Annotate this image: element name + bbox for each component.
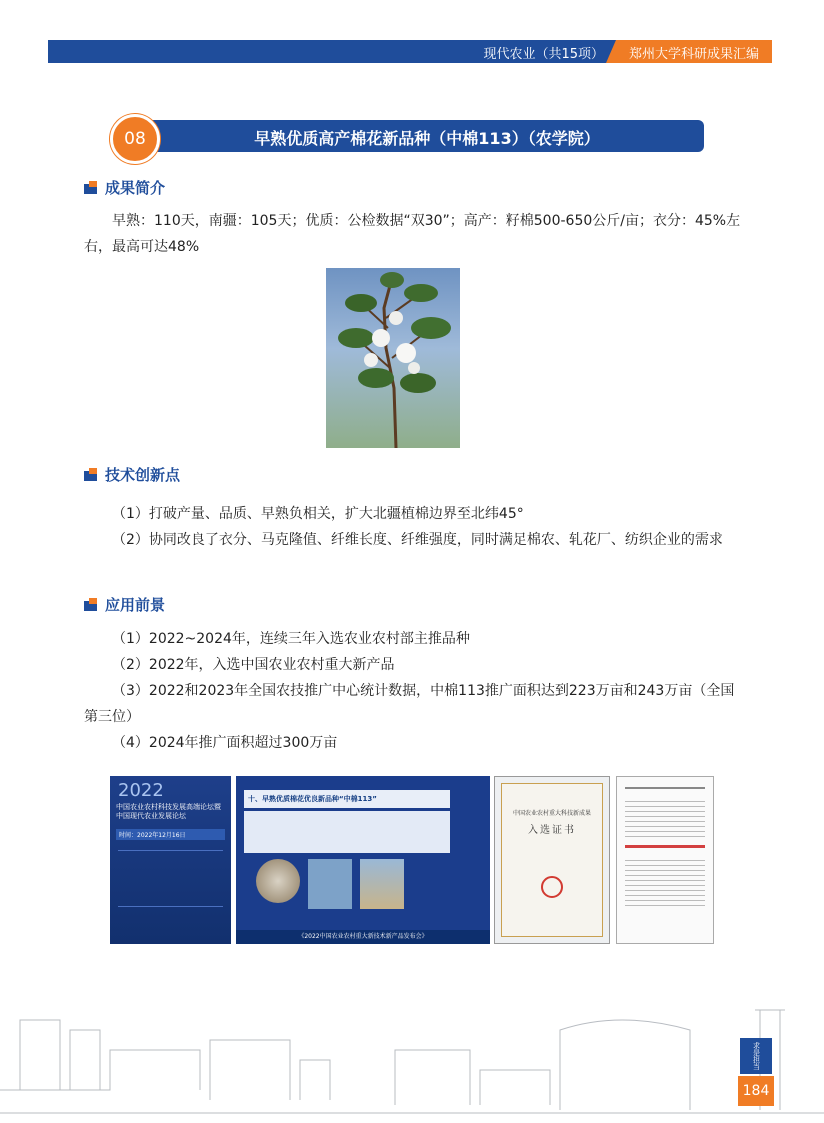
innovation-list — [84, 501, 744, 553]
poster-footer: 《2022中国农业农村重大新技术新产品发布会》 — [236, 930, 490, 944]
list-item: （1）打破产量、品质、早熟负相关，扩大北疆植棉边界至北纬45° — [112, 506, 524, 522]
cotton-plant-photo — [326, 268, 460, 448]
section-title: 成果简介 — [105, 178, 166, 197]
header-university: 郑州大学科研成果汇编 — [628, 47, 759, 62]
section-heading-summary — [84, 177, 165, 197]
forum-year: 2022 — [118, 780, 164, 801]
list-item: （2）协同改良了衣分、马克隆值、纤维长度、纤维强度，同时满足棉农、轧花厂、纺织企业的需求 — [112, 532, 723, 548]
section-bullet-icon — [84, 181, 97, 194]
project-title: 早熟优质高产棉花新品种（中棉113）（农学院） — [254, 129, 600, 148]
forum-title: 中国农业农村科技发展高端论坛暨中国现代农业发展论坛 — [116, 803, 221, 820]
forum-date: 时间：2022年12月16日 — [116, 829, 225, 840]
section-bullet-icon — [84, 598, 97, 611]
section-heading-prospects — [84, 594, 165, 614]
list-item: （3）2022和2023年全国农技推广中心统计数据，中棉113推广面积达到223万亩和243万亩（全国第三位） — [84, 683, 735, 725]
section-bullet-icon — [84, 468, 97, 481]
product-release-poster-image — [236, 776, 490, 944]
poster-title: 十、早熟优质棉花优良新品种“中棉113” — [244, 790, 450, 808]
list-item: （4）2024年推广面积超过300万亩 — [112, 735, 338, 751]
cotton-boll-photo — [308, 859, 352, 909]
motto-badge: 求是担当 — [740, 1038, 772, 1074]
project-number-badge: 08 — [110, 114, 160, 164]
header-category: 现代农业（共15项） — [483, 47, 604, 62]
poster-photo-row — [256, 859, 490, 909]
certificate-heading: 中国农业农村重大科技新成果 — [512, 810, 591, 817]
forum-text-block — [118, 850, 223, 907]
summary-text — [84, 208, 744, 260]
list-item: （2）2022年，入选中国农业农村重大新产品 — [112, 657, 395, 673]
certificate-title: 入选证书 — [528, 825, 576, 836]
section-title: 技术创新点 — [105, 465, 181, 484]
section-title: 应用前景 — [105, 595, 166, 614]
summary-paragraph: 早熟：110天，南疆：105天；优质：公检数据“双30”；高产：籽棉500-650公斤/亩；衣分：45%左右，最高可达48% — [84, 213, 741, 255]
certificate-image — [494, 776, 610, 944]
cotton-field-photo — [360, 859, 404, 909]
list-item: （1）2022~2024年，连续三年入选农业农村部主推品种 — [112, 631, 470, 647]
document-image — [616, 776, 714, 944]
section-heading-innovation — [84, 464, 180, 484]
page-number: 184 — [738, 1076, 774, 1106]
cotton-seed-photo — [256, 859, 300, 903]
prospects-list — [84, 626, 744, 756]
forum-poster-image — [110, 776, 231, 944]
certificate-seal — [541, 876, 563, 898]
campus-skyline-illustration — [0, 990, 824, 1123]
poster-text-box — [244, 811, 450, 853]
